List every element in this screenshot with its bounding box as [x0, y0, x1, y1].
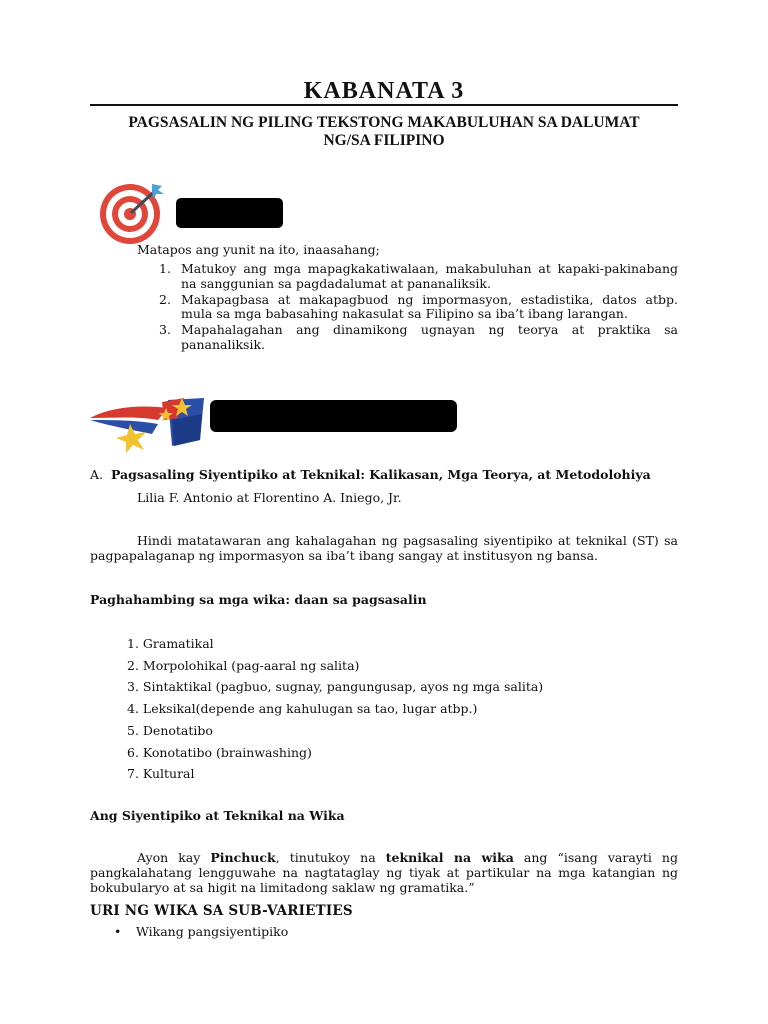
- section-a-authors: Lilia F. Antonio at Florentino A. Iniego, Jr.: [137, 490, 402, 505]
- list-item: 1. Matukoy ang mga mapagkakatiwalaan, makabuluhan at kapaki-pakinabang na sanggunian sa pagdadalumat at pananaliksik.: [159, 261, 678, 291]
- comparison-heading: Paghahambing sa mga wika: daan sa pagsasalin: [90, 592, 427, 607]
- chapter-subtitle: PAGSASALIN NG PILING TEKSTONG MAKABULUHAN SA DALUMAT NG/SA FILIPINO: [128, 114, 640, 149]
- target-icon: [96, 180, 168, 246]
- objectives-list: [137, 262, 678, 354]
- section-a-heading: A. Pagsasaling Siyentipiko at Teknikal: Kalikasan, Mga Teorya, at Metodolohiya: [90, 467, 651, 482]
- comparison-list: [127, 633, 543, 785]
- list-item: 3. Mapahalagahan ang dinamikong ugnayan ng teorya at praktika sa pananaliksik.: [159, 322, 678, 352]
- list-item: 6. Konotatibo (brainwashing): [127, 744, 312, 760]
- redacted-label: [176, 198, 283, 228]
- chapter-title: KABANATA 3: [303, 78, 465, 104]
- list-item: 3. Sintaktikal (pagbuo, sugnay, pangungusap, ayos ng mga salita): [127, 679, 544, 695]
- title-divider: [90, 104, 678, 106]
- bullet-icon: •: [114, 924, 122, 939]
- section-a-paragraph: Hindi matatawaran ang kahalagahan ng pagsasaling siyentipiko at teknikal (ST) sa pagpapalaganap ng impormasyon sa iba’t ibang sangay at institusyon ng bansa.: [90, 533, 678, 563]
- subvarieties-heading: URI NG WIKA SA SUB-VARIETIES: [90, 903, 353, 919]
- list-item: 1. Gramatikal: [127, 636, 214, 651]
- list-item: • Wikang pangsiyentipiko: [114, 924, 289, 939]
- objectives-intro: Matapos ang yunit na ito, inaasahang;: [137, 242, 380, 257]
- list-item: 2. Morpolohikal (pag-aaral ng salita): [127, 657, 360, 673]
- redacted-label: [210, 400, 457, 432]
- philippine-flag-icon: [88, 390, 206, 456]
- technical-paragraph: Ayon kay Pinchuck, tinutukoy na teknikal na wika ang “isang varayti ng pangkalahatang lengguwahe na nagtataglay ng tiyak at partikular na mga katangian ng bokubularyo at sa higit na limitadong saklaw ng gramatika.”: [90, 850, 678, 895]
- list-item: 4. Leksikal(depende ang kahulugan sa tao, lugar atbp.): [127, 701, 478, 717]
- technical-heading: Ang Siyentipiko at Teknikal na Wika: [90, 808, 345, 823]
- list-item: 2. Makapagbasa at makapagbuod ng impormasyon, estadistika, datos atbp. mula sa mga babasahing nakasulat sa Filipino sa iba’t ibang larangan.: [159, 291, 678, 321]
- list-item: 7. Kultural: [127, 766, 195, 782]
- list-item: 5. Denotatibo: [127, 722, 213, 738]
